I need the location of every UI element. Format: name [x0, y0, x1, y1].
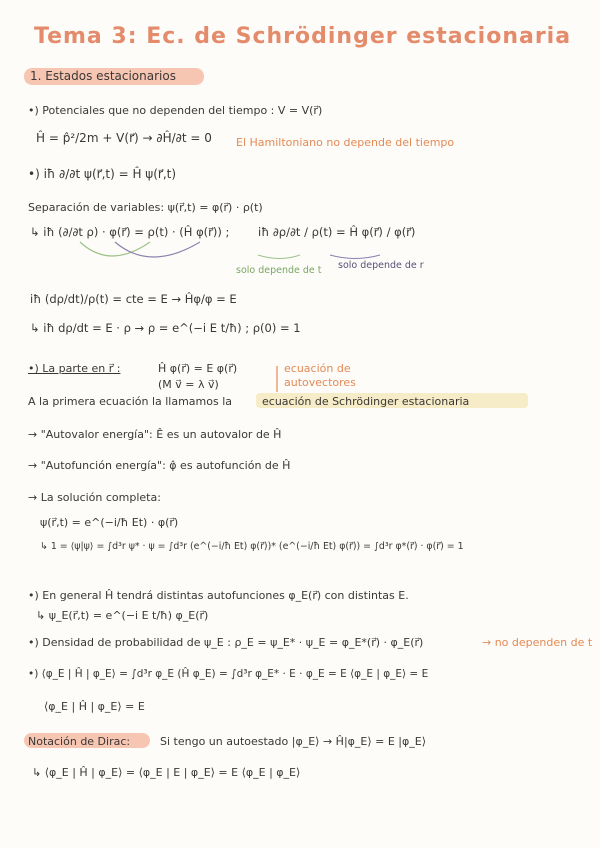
line-schrodinger: •) iħ ∂/∂t ψ(r⃗,t) = Ĥ ψ(r⃗,t)	[28, 167, 177, 181]
line-potentials: •) Potenciales que no dependen del tiempo : V = V(r⃗)	[28, 104, 323, 117]
line-normalization: ↳ 1 = ⟨ψ|ψ⟩ = ∫d³r ψ* · ψ = ∫d³r (e^(−i/ħ Et) φ(r⃗))* (e^(−i/ħ Et) φ(r⃗)) = ∫d³r φ*(r⃗) · φ(r⃗) = 1	[40, 541, 464, 552]
line-eigen-eq: Ĥ φ(r⃗) = E φ(r⃗)	[158, 362, 238, 375]
line-psi: ψ(r⃗,t) = e^(−i/ħ Et) · φ(r⃗)	[40, 516, 179, 529]
page-title: Tema 3: Ec. de Schrödinger estacionaria	[34, 24, 572, 49]
line-expectation: •) ⟨φ_E | Ĥ | φ_E⟩ = ∫d³r φ_E (Ĥ φ_E) = ∫d³r φ_E* · E · φ_E = E ⟨φ_E | φ_E⟩ = E	[28, 668, 429, 680]
note-depends-r: solo depende de r	[338, 260, 424, 271]
section-heading: 1. Estados estacionarios	[30, 69, 176, 83]
stationary-eq-label: ecuación de Schrödinger estacionaria	[262, 395, 470, 408]
line-separation: Separación de variables: ψ(r⃗,t) = φ(r⃗) · ρ(t)	[28, 201, 263, 214]
line-dirac: Si tengo un autoestado |φ_E⟩ → Ĥ|φ_E⟩ = E |φ_E⟩	[160, 735, 427, 748]
line-complete-solution: → La solución completa:	[28, 491, 161, 504]
line-eigenfunction: → "Autofunción energía": φ̂ es autofunción de Ĥ	[28, 459, 291, 472]
line-eigen-analogy: (M v⃗ = λ v⃗)	[158, 378, 219, 391]
line-time-solution: ↳ iħ dρ/dt = E · ρ → ρ = e^(−i E t/ħ) ; ρ(0) = 1	[30, 321, 301, 335]
note-depends-t: solo depende de t	[236, 265, 322, 276]
line-expectation-result: ⟨φ_E | Ĥ | φ_E⟩ = E	[44, 700, 145, 713]
line-first-eq: A la primera ecuación la llamamos la	[28, 395, 233, 408]
line-general: •) En general Ĥ tendrá distintas autofunciones φ_E(r⃗) con distintas E.	[28, 589, 409, 602]
eigen-note: ecuación de autovectores	[284, 362, 356, 389]
line-psi-e: ↳ ψ_E(r⃗,t) = e^(−i E t/ħ) φ_E(r⃗)	[36, 609, 209, 622]
line-separated: iħ ∂ρ/∂t / ρ(t) = Ĥ φ(r⃗) / φ(r⃗)	[258, 225, 416, 239]
dirac-label: Notación de Dirac:	[28, 735, 131, 748]
line-substitution: ↳ iħ (∂/∂t ρ) · φ(r⃗) = ρ(t) · (Ĥ φ(r⃗)) ;	[30, 225, 230, 239]
line-hamiltonian: Ĥ = p̂²/2m + V(r⃗) → ∂Ĥ/∂t = 0	[36, 131, 212, 145]
density-note: → no dependen de t	[482, 636, 593, 649]
line-spatial-label: •) La parte en r⃗ :	[28, 362, 121, 375]
line-eigenvalue: → "Autovalor energía": Ê es un autovalor de Ĥ	[28, 428, 282, 441]
line-constant: iħ (dρ/dt)/ρ(t) = cte = E → Ĥφ/φ = E	[30, 292, 237, 306]
line-dirac-result: ↳ ⟨φ_E | Ĥ | φ_E⟩ = ⟨φ_E | E | φ_E⟩ = E ⟨φ_E | φ_E⟩	[32, 766, 301, 779]
line-density: •) Densidad de probabilidad de ψ_E : ρ_E = ψ_E* · ψ_E = φ_E*(r⃗) · φ_E(r⃗)	[28, 636, 424, 649]
hamiltonian-note: El Hamiltoniano no depende del tiempo	[236, 136, 455, 149]
